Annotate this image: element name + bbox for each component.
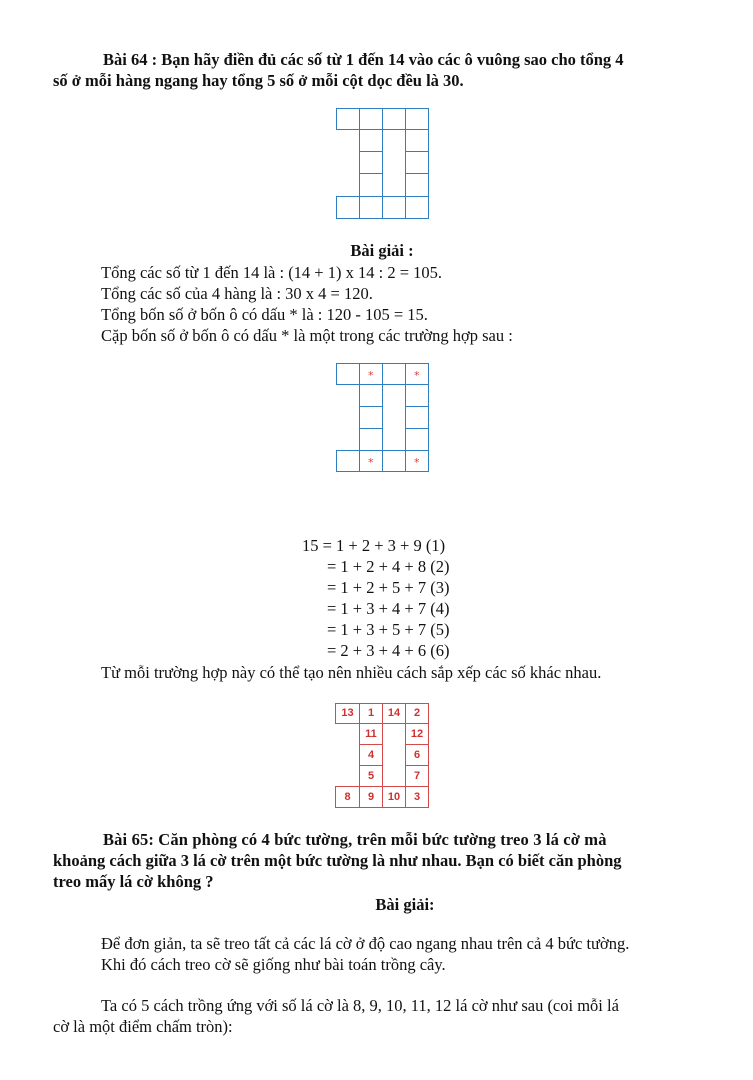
bai64-title-line1: Bài 64 : Bạn hãy điền đủ các số từ 1 đến 14 vào các ô vuông sao cho tổng 4 <box>103 50 624 69</box>
grid-cell <box>359 151 383 174</box>
grid-cell <box>336 108 360 130</box>
filled-grid-cell: 7 <box>405 765 429 787</box>
bai65-para2-line2: cờ là một điểm chấm tròn): <box>53 1017 233 1036</box>
grid-cell <box>382 108 406 130</box>
grid-cell <box>382 363 406 385</box>
filled-grid-cell: 14 <box>382 703 406 724</box>
grid-cell <box>405 196 429 219</box>
filled-grid-cell: 6 <box>405 744 429 766</box>
grid-cell <box>405 173 429 197</box>
case-line-2: = 1 + 2 + 4 + 8 (2) <box>327 557 450 576</box>
grid-cell <box>359 129 383 152</box>
case-line-6: = 2 + 3 + 4 + 6 (6) <box>327 641 450 660</box>
bai65-title-line3: treo mấy lá cờ không ? <box>53 872 214 891</box>
grid-cell <box>359 173 383 197</box>
star-marker: * <box>414 456 420 469</box>
grid-cell <box>405 384 429 407</box>
bai65-para1-line2: Khi đó cách treo cờ sẽ giống như bài toán trồng cây. <box>101 955 446 974</box>
bai64-conclusion: Từ mỗi trường hợp này có thể tạo nên nhiều cách sắp xếp các số khác nhau. <box>101 663 602 682</box>
filled-grid-cell: 13 <box>335 703 360 724</box>
bai64-title-line2: số ở mỗi hàng ngang hay tổng 5 số ở mỗi cột dọc đều là 30. <box>53 71 464 90</box>
bai64-step-3: Tổng bốn số ở bốn ô có dấu * là : 120 - 105 = 15. <box>101 305 428 324</box>
bai64-step-4: Cặp bốn số ở bốn ô có dấu * là một trong các trường hợp sau : <box>101 326 513 345</box>
grid-cell <box>336 450 360 472</box>
star-marker: * <box>368 369 374 382</box>
grid-cell <box>405 151 429 174</box>
filled-grid-cell: 2 <box>405 703 429 724</box>
bai64-step-2: Tổng các số của 4 hàng là : 30 x 4 = 120. <box>101 284 373 303</box>
grid-cell <box>405 129 429 152</box>
bai64-step-1: Tổng các số từ 1 đến 14 là : (14 + 1) x 14 : 2 = 105. <box>101 263 442 282</box>
star-marker: * <box>368 456 374 469</box>
filled-grid-cell: 12 <box>405 723 429 745</box>
bai65-title-line1: Bài 65: Căn phòng có 4 bức tường, trên mỗi bức tường treo 3 lá cờ mà <box>103 830 607 849</box>
bai65-title-line2: khoảng cách giữa 3 lá cờ trên một bức tường là như nhau. Bạn có biết căn phòng <box>53 851 622 870</box>
grid-cell <box>359 384 383 407</box>
case-line-1: 15 = 1 + 2 + 3 + 9 (1) <box>302 536 446 555</box>
grid-cell <box>359 108 383 130</box>
filled-grid-cell: 9 <box>359 786 383 808</box>
grid-cell <box>382 196 406 219</box>
grid-cell <box>382 450 406 472</box>
filled-grid-cell: 8 <box>335 786 360 808</box>
grid-cell <box>336 363 360 385</box>
grid-cell <box>405 406 429 429</box>
case-line-4: = 1 + 3 + 4 + 7 (4) <box>327 599 450 618</box>
star-marker: * <box>414 369 420 382</box>
grid-cell <box>405 108 429 130</box>
bai65-para2-line1: Ta có 5 cách trồng ứng với số lá cờ là 8, 9, 10, 11, 12 lá cờ như sau (coi mỗi lá <box>101 996 619 1015</box>
bai65-solution-heading: Bài giải: <box>375 895 435 914</box>
grid-cell <box>359 428 383 451</box>
filled-grid-cell: 3 <box>405 786 429 808</box>
filled-grid-cell: 5 <box>359 765 383 787</box>
filled-grid-cell: 4 <box>359 744 383 766</box>
bai65-para1-line1: Để đơn giản, ta sẽ treo tất cả các lá cờ ở độ cao ngang nhau trên cả 4 bức tường. <box>101 934 630 953</box>
filled-grid-cell: 1 <box>359 703 383 724</box>
grid-cell <box>405 428 429 451</box>
grid-cell <box>359 406 383 429</box>
filled-grid-cell: 10 <box>382 786 406 808</box>
grid-cell <box>336 196 360 219</box>
filled-grid-cell: 11 <box>359 723 383 745</box>
case-line-3: = 1 + 2 + 5 + 7 (3) <box>327 578 450 597</box>
bai64-solution-heading: Bài giải : <box>350 241 414 260</box>
grid-cell <box>359 196 383 219</box>
case-line-5: = 1 + 3 + 5 + 7 (5) <box>327 620 450 639</box>
